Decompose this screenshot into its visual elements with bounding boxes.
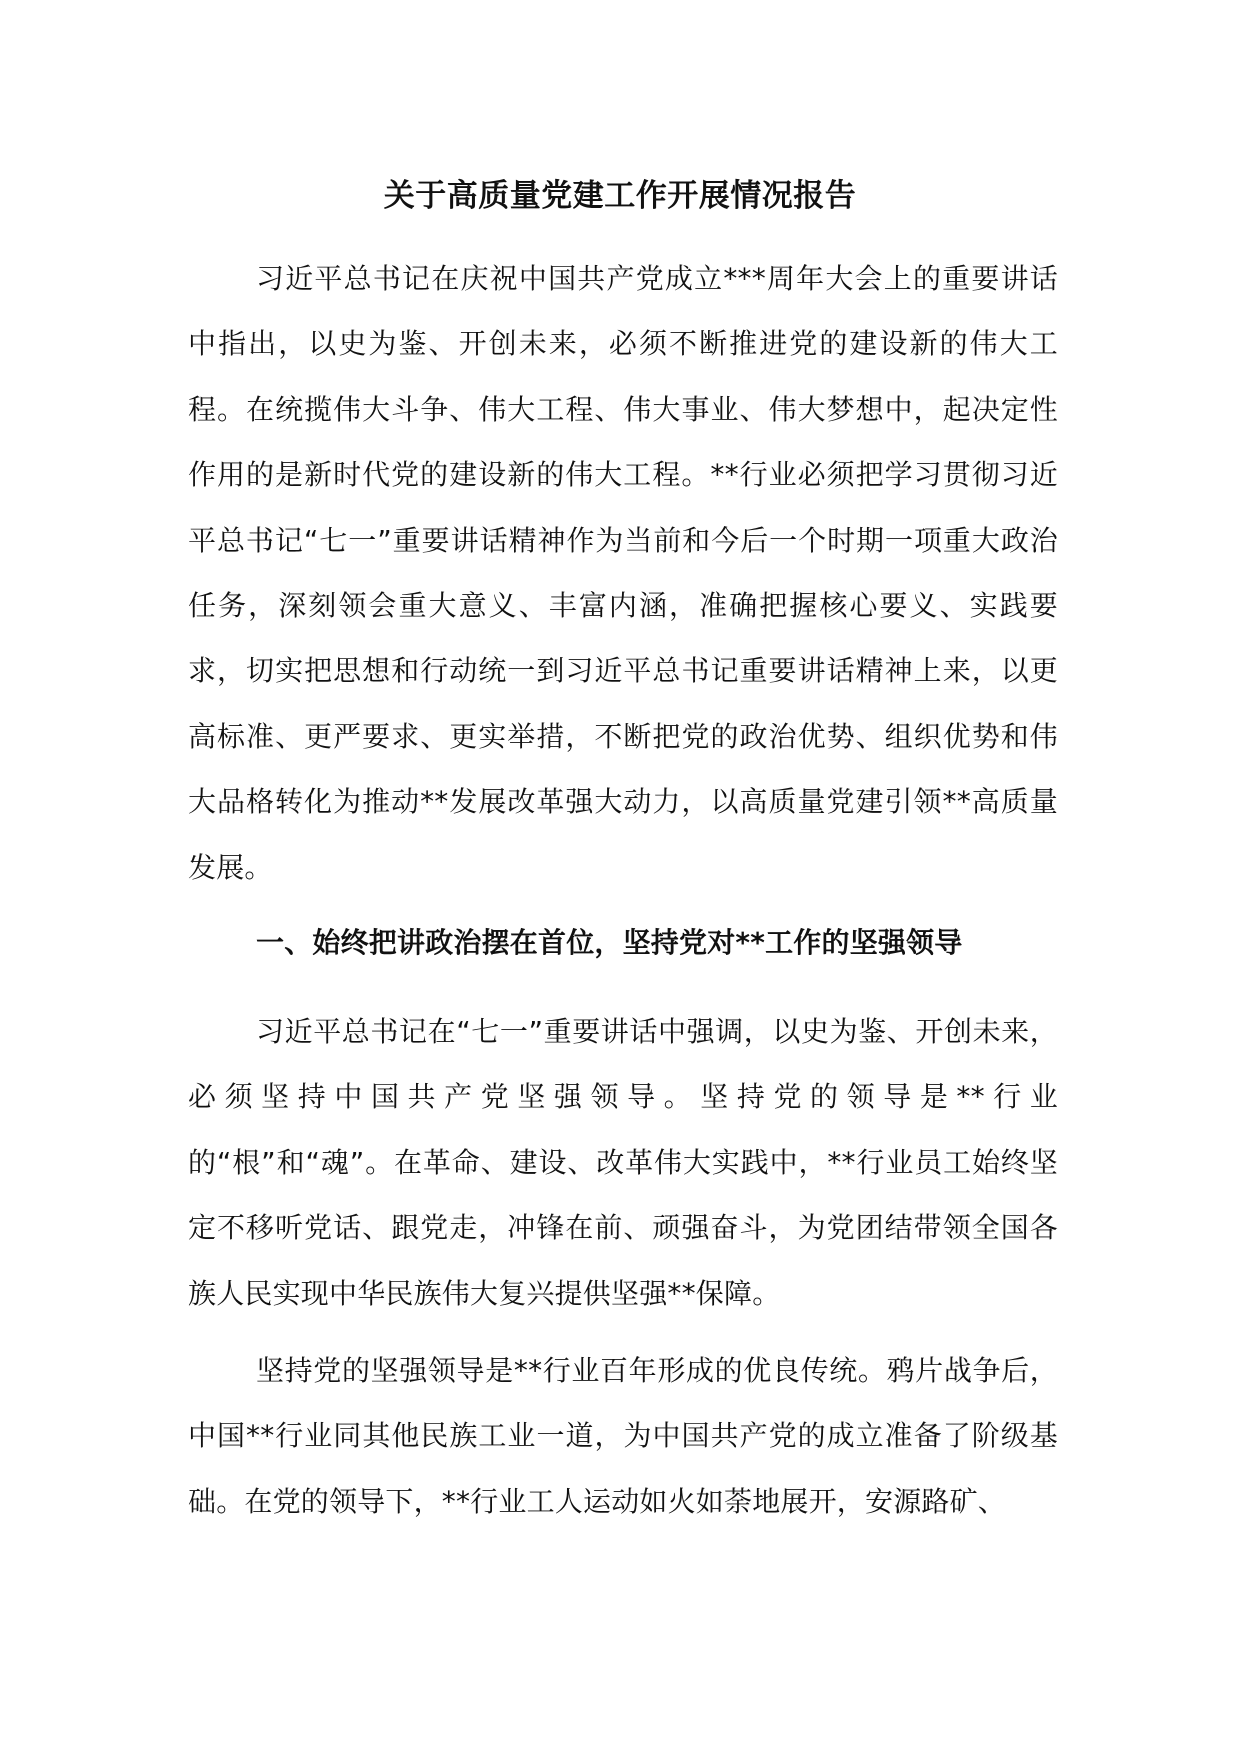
section-heading-1: 一、始终把讲政治摆在首位，坚持党对**工作的坚强领导	[256, 926, 963, 959]
body-paragraph-1: 习近平总书记在庆祝中国共产党成立***周年大会上的重要讲话中指出，以史为鉴、开创未来，必须不断推进党的建设新的伟大工程。在统揽伟大斗争、伟大工程、伟大事业、伟大梦想中，起决定性作用的是新时代党的建设新的伟大工程。**行业必须把学习贯彻习近平总书记“七一”重要讲话精神作为当前和今后一个时期一项重大政治任务，深刻领会重大意义、丰富内涵，准确把握核心要义、实践要求，切实把思想和行动统一到习近平总书记重要讲话精神上来，以更高标准、更严要求、更实举措，不断把党的政治优势、组织优势和伟大品格转化为推动**发展改革强大动力，以高质量党建引领**高质量发展。	[188, 262, 1058, 884]
document-title: 关于高质量党建工作开展情况报告	[383, 178, 857, 214]
body-paragraph-3: 坚持党的坚强领导是**行业百年形成的优良传统。鸦片战争后，中国**行业同其他民族工业一道，为中国共产党的成立准备了阶级基础。在党的领导下，**行业工人运动如火如荼地展开，安源路矿、	[188, 1354, 1058, 1518]
body-paragraph-2: 习近平总书记在“七一”重要讲话中强调，以史为鉴、开创未来，必须坚持中国共产党坚强领导。坚持党的领导是**行业的“根”和“魂”。在革命、建设、改革伟大实践中，**行业员工始终坚定不移听党话、跟党走，冲锋在前、顽强奋斗，为党团结带领全国各族人民实现中华民族伟大复兴提供坚强**保障。	[188, 1015, 1058, 1310]
